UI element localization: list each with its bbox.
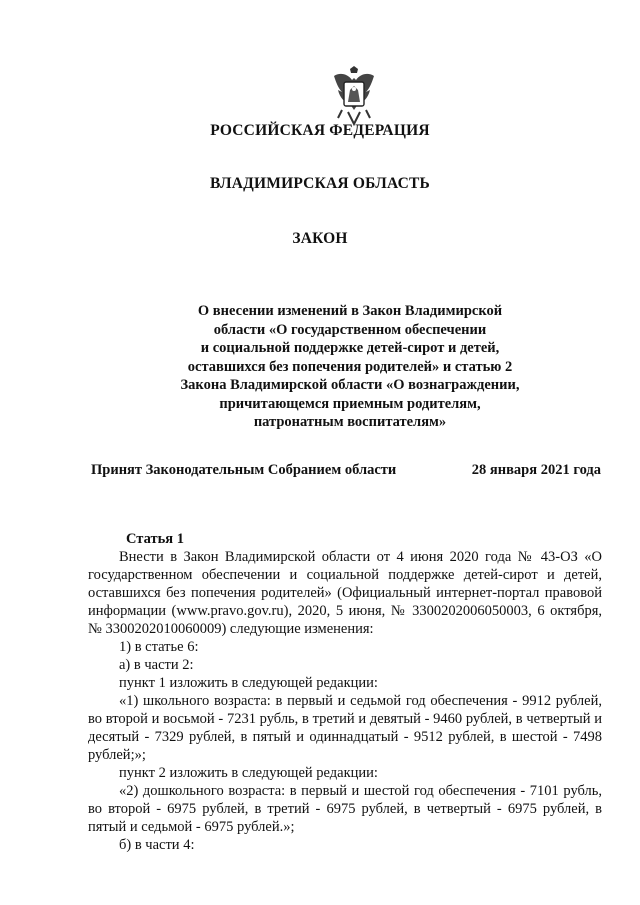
title-line: области «О государственном обеспечении [213,321,487,338]
title-line: Закона Владимирской области «О вознаграждении, [180,377,520,393]
paragraph: 1) в статье 6: [119,639,199,655]
title-line: причитающемся приемным родителям, [219,395,481,412]
paragraph: б) в части 4: [119,837,195,853]
country-heading: РОССИЙСКАЯ ФЕДЕРАЦИЯ [210,122,430,139]
title-line: и социальной поддержке детей-сирот и детей, [200,340,500,356]
title-line: патронатным воспитателям» [253,414,447,430]
document-type-heading: ЗАКОН [292,230,348,247]
law-title [150,302,550,432]
paragraph: «2) дошкольного возраста: в первый и шестой год обеспечения - 7101 рубль, во второй - 6975 рублей, в третий - 6975 рублей, в четвертый - 6975 рублей, в пятый и седьмой - 6975 рублей.»; [88,783,602,835]
paragraph: «1) школьного возраста: в первый и седьмой год обеспечения - 9912 рублей, во второй и восьмой - 7231 рубль, в третий и девятый - 9460 рублей, в четвертый и десятый - 7329 рублей, в пятый и одиннадцатый - 9512 рублей, в шестой - 7498 рублей;»; [88,693,602,763]
document-body [88,530,602,854]
title-line: О внесении изменений в Закон Владимирской [197,303,503,319]
adoption-date: 28 января 2021 года [471,462,601,478]
paragraph: а) в части 2: [119,657,194,673]
adopted-by: Принят Законодательным Собранием области [91,462,397,478]
coat-of-arms-icon [326,60,382,128]
article-heading: Статья 1 [126,531,184,547]
paragraph: Внести в Закон Владимирской области от 4 июня 2020 года № 43-ОЗ «О государственном обеспечении и социальной поддержке детей-сирот и детей, оставшихся без попечения родителей» (Официальный интернет-портал правовой информации (www.pravo.gov.ru), 2020, 5 июня, № 3300202006050003, 6 октября, № 3300202010060009) следующие изменения: [88,549,602,637]
paragraph: пункт 1 изложить в следующей редакции: [119,675,378,691]
title-line: оставшихся без попечения родителей» и статью 2 [187,358,513,375]
region-heading: ВЛАДИМИРСКАЯ ОБЛАСТЬ [210,175,430,192]
adoption-line [91,462,601,479]
paragraph: пункт 2 изложить в следующей редакции: [119,765,378,781]
